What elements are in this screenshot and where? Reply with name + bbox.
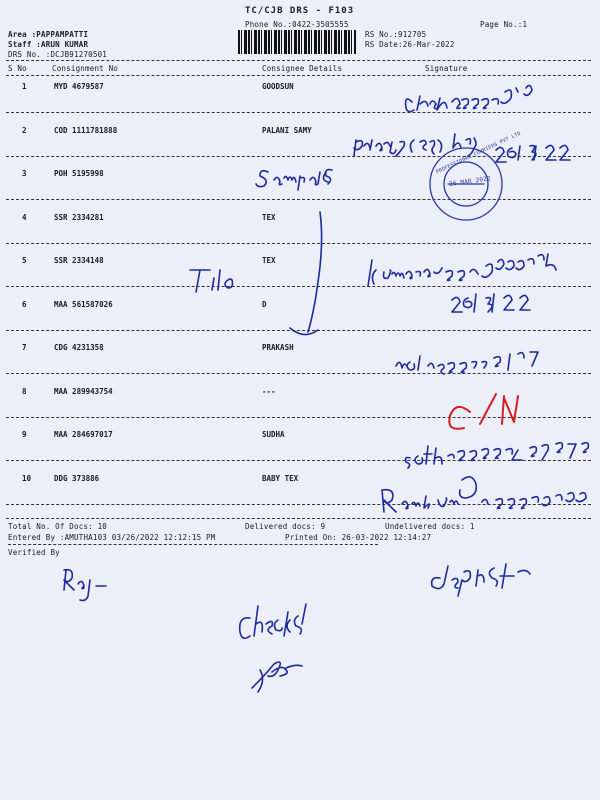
row-consignee: PRAKASH [262, 343, 294, 352]
row-sno: 8 [22, 386, 27, 396]
delivered-docs: Delivered docs: 9 [245, 522, 326, 531]
staff-label: Staff :ARUN KUMAR [8, 40, 89, 49]
signature-row5-left [190, 270, 233, 292]
row-consignment: POH 5195998 [54, 169, 104, 178]
signature-row3 [256, 170, 332, 190]
row-consignment: DDG 373886 [54, 473, 100, 483]
drs-date: RS Date:26-Mar-2022 [365, 40, 455, 49]
row-sno: 3 [22, 169, 27, 178]
col-signature: Signature [425, 64, 468, 73]
undelivered-docs: Undelivered docs: 1 [385, 522, 475, 531]
row-consignee: D [262, 299, 267, 309]
row-consignment: MAA 561587026 [54, 299, 113, 309]
row-consignment: COD 1111781888 [54, 125, 118, 135]
row-consignee: GOODSUN [262, 82, 294, 91]
entered-by: Entered By :AMUTHA103 03/26/2022 12:12:15 PM [8, 533, 216, 542]
col-consignee: Consignee Details [262, 64, 343, 73]
total-docs: Total No. Of Docs: 10 [8, 522, 108, 531]
row-consignee: SUDHA [262, 430, 285, 439]
signature-lower [252, 662, 302, 692]
stamp-date: 26 MAR 2022 [448, 175, 492, 188]
row-sno: 9 [22, 430, 27, 439]
row-sno: 5 [22, 256, 27, 265]
blue-ink-marks [64, 85, 588, 692]
verified-by: Verified By [8, 548, 60, 557]
red-ink-marks [449, 394, 518, 429]
row-consignee: TEX [262, 256, 276, 265]
area-label: Area :PAPPAMPATTI [8, 30, 89, 39]
col-sno: S No [8, 64, 27, 73]
signature-right [432, 564, 530, 596]
signature-row9 [406, 443, 589, 468]
row-sno: 6 [22, 299, 27, 309]
signature-row7 [396, 352, 538, 374]
signature-row5 [368, 254, 556, 286]
signature-row1 [406, 85, 532, 111]
bracket-mark [290, 212, 322, 335]
drs-number-right: RS No.:912705 [365, 30, 427, 39]
stamp-text: PROFESSIONAL COURIERS PVT LTD [435, 130, 523, 176]
signature-row10 [382, 477, 586, 512]
row-consignment: CDG 4231358 [54, 343, 104, 352]
row-consignment: SSR 2334281 [54, 212, 104, 222]
row-sno: 2 [22, 125, 27, 135]
row-consignment: MAA 284697017 [54, 430, 113, 439]
document-title: TC/CJB DRS - F103 [245, 6, 355, 16]
signature-row2 [354, 134, 476, 156]
row-consignee: --- [262, 386, 276, 396]
row-consignment: MAA 289943754 [54, 386, 113, 396]
date-row6 [452, 294, 530, 312]
date-row2 [496, 145, 570, 162]
row-sno: 10 [22, 473, 32, 483]
drs-number: DRS No. :DCJB91270501 [8, 50, 108, 59]
signature-checked [240, 604, 306, 638]
row-consignment: SSR 2334148 [54, 256, 104, 265]
row-consignee: TEX [262, 212, 276, 222]
col-consignment: Consignment No [52, 64, 119, 73]
signature-verified [64, 570, 106, 601]
row-consignment: MYD 4679587 [54, 82, 104, 91]
phone-number: Phone No.:0422-3505555 [245, 20, 349, 29]
printed-on: Printed On: 26-03-2022 12:14:27 [285, 533, 432, 542]
row-sno: 7 [22, 343, 27, 352]
row-consignee: PALANI SAMY [262, 125, 312, 135]
row-sno: 4 [22, 212, 27, 222]
page-number: Page No.:1 [480, 20, 528, 29]
cn-mark [449, 394, 518, 429]
row-sno: 1 [22, 82, 27, 91]
row-consignee: BABY TEX [262, 473, 299, 483]
